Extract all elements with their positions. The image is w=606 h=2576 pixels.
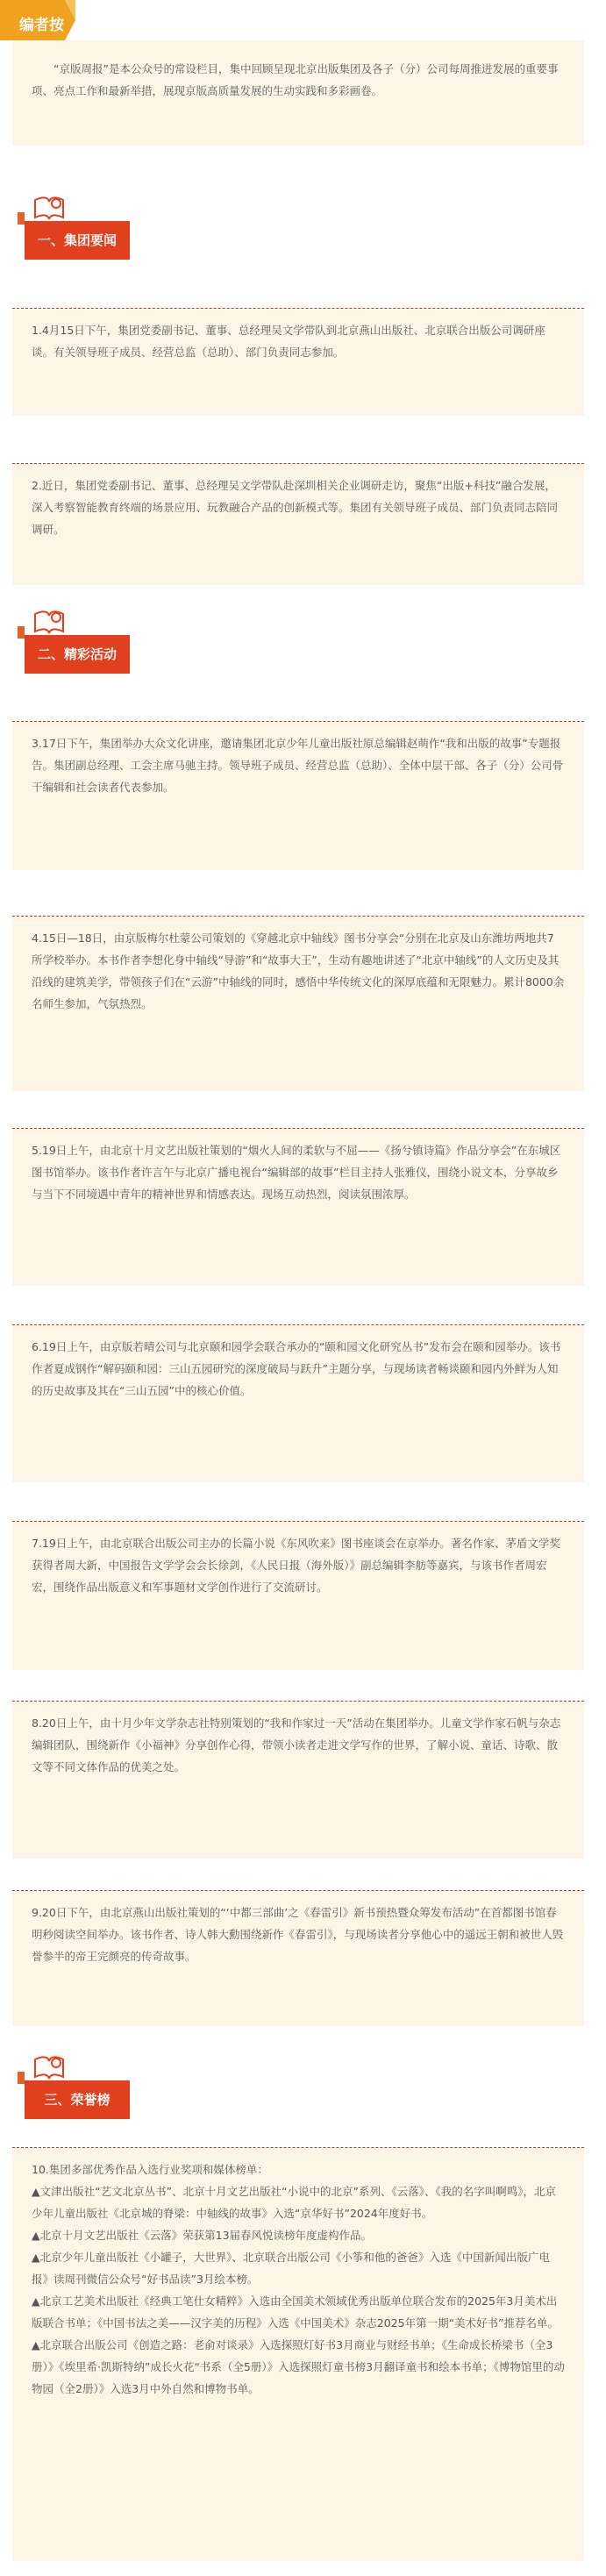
activity-text: 4.15日—18日，由京版梅尔杜蒙公司策划的《穿越北京中轴线》图书分享会“分别在北京及山东潍坊两地共7所学校举办。本书作者李想化身中轴线“导游”和“故事大王”，生动有趣地讲述了“北京中轴线”的人文历史及其沿线的建筑美学，带领孩子们在“云游”中轴线的同时，感悟中华传统文化的深厚底蕴和无限魅力。累计8000余名师生参加，气氛热烈。: [32, 931, 565, 1010]
activity-item: [12, 1324, 584, 1482]
activity-item: [12, 721, 584, 870]
activity-item: [12, 1521, 584, 1670]
activity-item: [12, 1128, 584, 1286]
honor-item: ▲北京十月文艺出版社《云落》荣获第13届春风悦读榜年度虚构作品。: [32, 2229, 373, 2242]
news-item: [12, 308, 584, 416]
activity-item: [12, 916, 584, 1091]
book-icon: [32, 193, 67, 221]
activity-item: [12, 1701, 584, 1859]
section-title: 一、集团要闻: [25, 221, 130, 260]
editor-tag-label: 编者按: [19, 17, 64, 34]
news-item: [12, 463, 584, 585]
book-icon: [32, 2052, 67, 2080]
header-ribbon: [18, 212, 25, 225]
news-text: 2.近日，集团党委副书记、董事、总经理吴文学带队赴深圳相关企业调研走访，聚焦“出版+科技”融合发展，深入考察智能教育终端的场景应用、玩教融合产品的创新模式等。集团有关领导班子成员、部门负责同志陪同调研。: [32, 479, 559, 536]
honors-card: [12, 2147, 584, 2561]
activity-text: 3.17日下午，集团举办大众文化讲座，邀请集团北京少年儿童出版社原总编辑赵萌作“我和出版的故事”专题报告。集团副总经理、工会主席马驰主持。领导班子成员、经营总监（总助）、全体中层干部、各子（分）公司骨干编辑和社会读者代表参加。: [32, 737, 564, 794]
section-header-honors: [18, 2052, 132, 2119]
header-ribbon: [18, 626, 25, 639]
section-title: 二、精彩活动: [25, 635, 130, 674]
header-ribbon: [18, 2072, 25, 2084]
activity-item: [12, 1890, 584, 2026]
section-header-activities: [18, 607, 132, 674]
honor-item: ▲北京工艺美术出版社《经典工笔仕女精粹》入选由全国美术领域优秀出版单位联合发布的2025年3月美术出版联合书单；《中国书法之美——汉字美的历程》入选《中国美术》杂志2025年第一期“美术好书”推荐名单。: [32, 2294, 560, 2330]
activity-text: 8.20日上午，由十月少年文学杂志社特别策划的“我和作家过一天”活动在集团举办。儿童文学作家石帆与杂志编辑团队，围绕新作《小福神》分享创作心得，带领小读者走进文学写作的世界，了解小说、童话、诗歌、散文等不同文体作品的优美之处。: [32, 1716, 561, 1773]
activity-text: 5.19日上午，由北京十月文艺出版社策划的“烟火人间的柔软与不屈——《扬兮镇诗篇》作品分享会”在东城区图书馆举办。该书作者许言午与北京广播电视台“编辑部的故事”栏目主持人张雅仪，围绕小说文本，分享故乡与当下不同境遇中青年的精神世界和情感表达。现场互动热烈，阅读氛围浓厚。: [32, 1144, 561, 1201]
honor-item: ▲北京联合出版公司《创造之路：老俞对谈录》入选探照灯好书3月商业与财经书单；《生命成长桥梁书（全3册）》《埃里希·凯斯特纳”成长火花“书系（全5册）》入选探照灯童书榜3月翻译童书和绘本书单；《博物馆里的动物园（全2册）》入选3月中外自然和博物书单。: [32, 2338, 565, 2395]
activity-text: 9.20日下午，由北京燕山出版社策划的“‘中都三部曲’之《春雷引》新书预热暨众筹发布活动”在首都图书馆春明秒阅读空间举办。该书作者、诗人韩大勳围绕新作《春雷引》，与现场读者分享他心中的遥远王朝和被世人毁誉参半的帝王完颜亮的传奇故事。: [32, 1906, 564, 1963]
news-text: 1.4月15日下午，集团党委副书记、董事、总经理吴文学带队到北京燕山出版社、北京联合出版公司调研座谈。有关领导班子成员、经营总监（总助）、部门负责同志参加。: [32, 324, 545, 359]
activity-text: 7.19日上午，由北京联合出版公司主办的长篇小说《东风吹来》图书座谈会在京举办。著名作家、茅盾文学奖获得者周大新，中国报告文学学会会长徐剑，《人民日报（海外版）》副总编辑李舫等嘉宾，与该书作者周宏宏，围绕作品出版意义和军事题材文学创作进行了交流研讨。: [32, 1537, 560, 1594]
book-icon: [32, 607, 67, 635]
section-header-news: [18, 193, 132, 260]
section-title: 三、荣誉榜: [25, 2080, 130, 2119]
activity-text: 6.19日上午，由京版若晴公司与北京颐和园学会联合承办的“颐和园文化研究丛书”发布会在颐和园举办。该书作者夏成钢作“解码颐和园：三山五园研究的深度破局与跃升”主题分享，与现场读者畅谈颐和园内外鲜为人知的历史故事及其在“三山五园”中的核心价值。: [32, 1340, 561, 1397]
intro-paragraph: “京版周报”是本公众号的常设栏目，集中回顾呈现北京出版集团及各子（分）公司每周推进发展的重要事项、亮点工作和最新举措，展现京版高质量发展的生动实践和多彩画卷。: [12, 40, 584, 146]
editor-note-tag: [0, 0, 75, 40]
honors-intro: 10.集团多部优秀作品入选行业奖项和媒体榜单：: [32, 2163, 268, 2176]
honor-item: ▲文津出版社“艺文北京丛书”、北京十月文艺出版社“小说中的北京”系列、《云落》、《我的名字叫啊鸣》，北京少年儿童出版社《北京城的脊梁：中轴线的故事》入选“京华好书”2024年度好书。: [32, 2185, 557, 2220]
honor-item: ▲北京少年儿童出版社《小罐子，大世界》、北京联合出版公司《小筝和他的爸爸》入选《中国新闻出版广电报》读周刊微信公众号“好书品读”3月绘本榜。: [32, 2251, 550, 2286]
